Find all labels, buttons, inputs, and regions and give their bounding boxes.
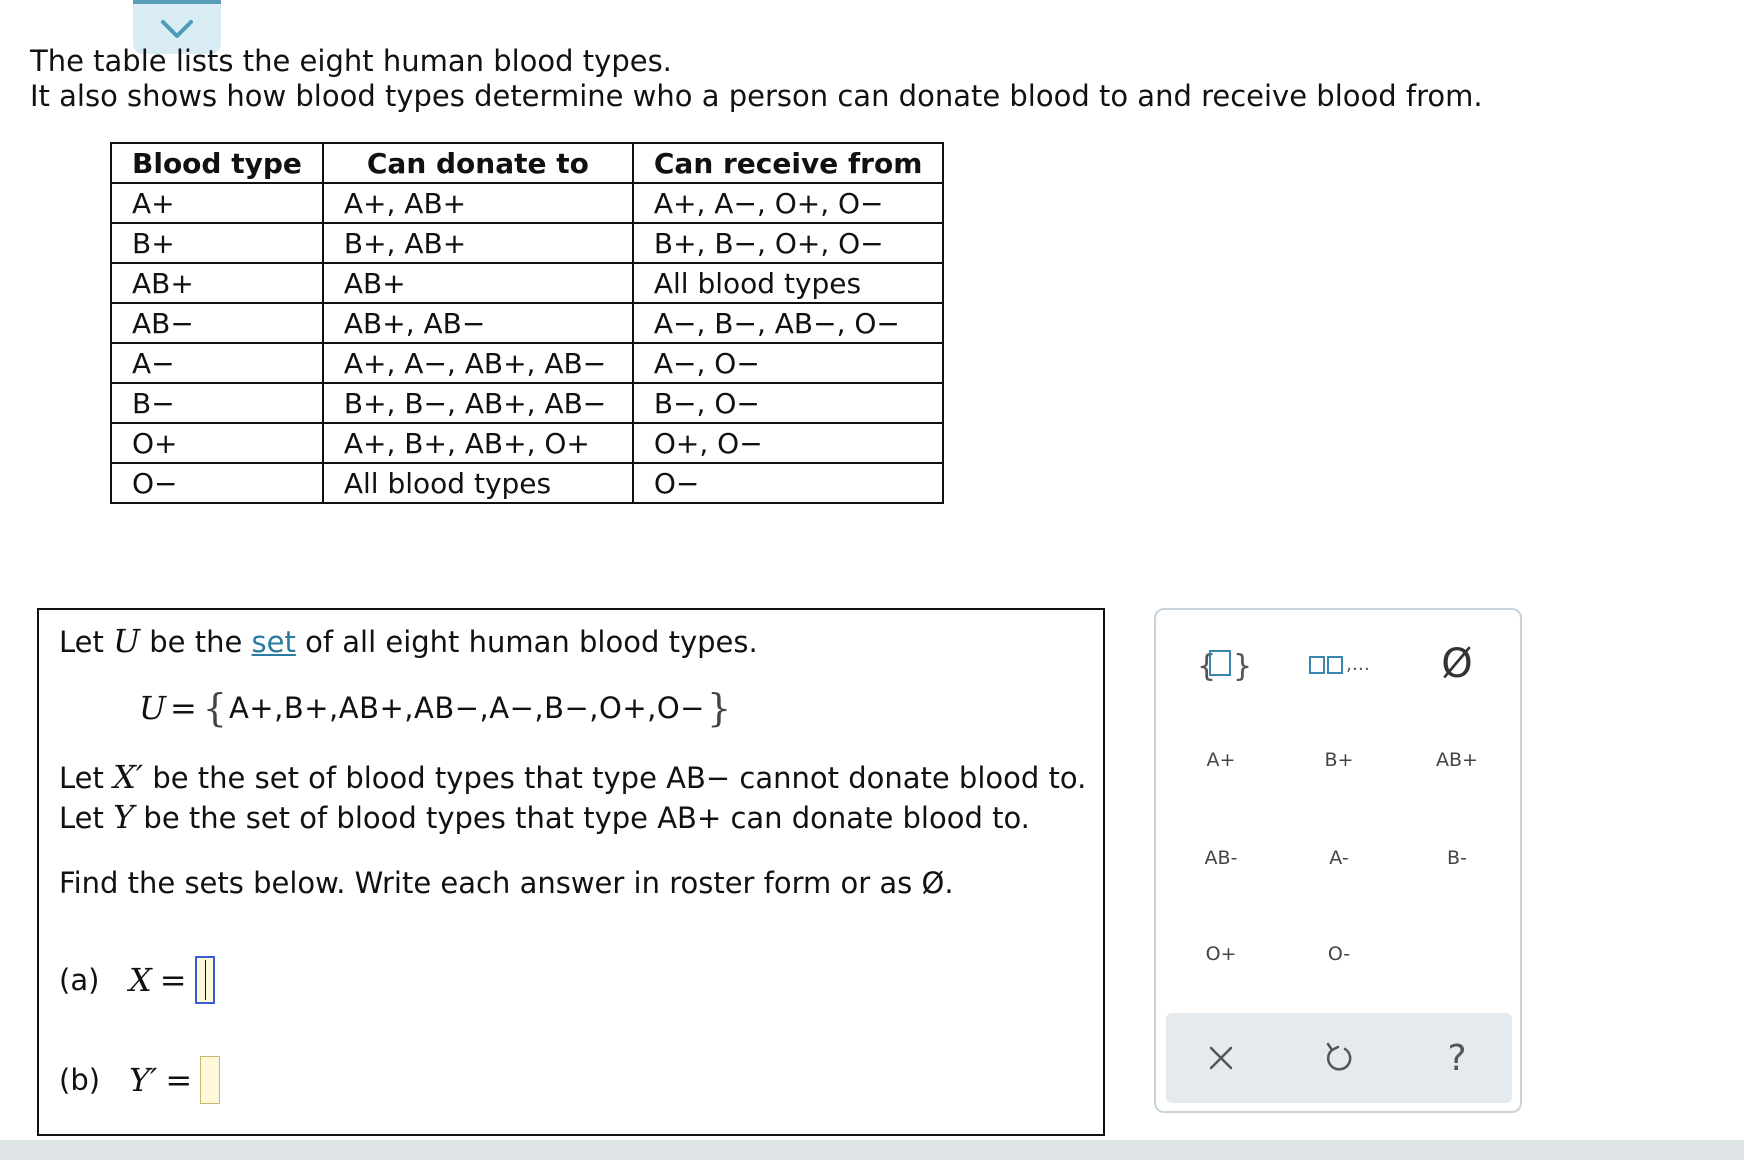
var-x-prime: X′	[113, 758, 144, 796]
header-blood-type: Blood type	[111, 143, 323, 183]
blood-type-table	[110, 142, 944, 504]
list-dots: ,…	[1346, 653, 1370, 675]
cell-blood-type: B+	[111, 223, 323, 263]
universe-elements: A+,B+,AB+,AB−,A−,B−,O+,O−	[228, 691, 705, 725]
close-icon	[1207, 1044, 1235, 1072]
cell-can-donate-to: A+, AB+	[323, 183, 633, 223]
cell-can-donate-to: All blood types	[323, 463, 633, 503]
cell-can-receive-from: B+, B−, O+, O−	[633, 223, 944, 263]
instruction-text: Find the sets below. Write each answer in roster form or as Ø.	[59, 866, 954, 900]
svg-text:}: }	[1233, 649, 1253, 684]
cell-blood-type: A−	[111, 343, 323, 383]
cell-can-donate-to: AB+	[323, 263, 633, 303]
cell-can-receive-from: A+, A−, O+, O−	[633, 183, 944, 223]
cell-can-receive-from: O−	[633, 463, 944, 503]
let-y-pre: Let	[59, 801, 114, 835]
universe-set	[139, 686, 733, 730]
key-a-plus[interactable]: A+	[1171, 730, 1271, 790]
table-row	[111, 303, 943, 343]
let-y-post: be the set of blood types that type AB+ can donate blood to.	[134, 801, 1030, 835]
let-x-pre: Let	[59, 761, 114, 795]
cell-blood-type: O−	[111, 463, 323, 503]
part-a-label: (a)	[59, 963, 100, 997]
header-can-donate-to: Can donate to	[323, 143, 633, 183]
answer-x-input[interactable]	[195, 956, 215, 1004]
cell-can-receive-from: B−, O−	[633, 383, 944, 423]
universe-var: U	[139, 689, 166, 727]
problem-box	[37, 608, 1105, 1136]
math-keypad	[1154, 608, 1522, 1113]
part-a-row	[59, 956, 215, 1004]
chevron-down-icon	[159, 18, 195, 40]
let-u-statement	[59, 622, 758, 660]
let-u-pre: Let	[59, 625, 114, 659]
cell-can-donate-to: A+, B+, AB+, O+	[323, 423, 633, 463]
help-button[interactable]: ?	[1407, 1028, 1507, 1088]
cell-blood-type: B−	[111, 383, 323, 423]
table-row	[111, 423, 943, 463]
table-row	[111, 383, 943, 423]
clear-button[interactable]	[1171, 1028, 1271, 1088]
table-row	[111, 463, 943, 503]
intro-line-1: The table lists the eight human blood types.	[30, 44, 672, 78]
set-braces-button[interactable]	[1171, 634, 1271, 694]
open-brace: {	[202, 686, 227, 730]
table-row	[111, 183, 943, 223]
cell-can-receive-from: All blood types	[633, 263, 944, 303]
key-o-minus[interactable]: O-	[1289, 924, 1389, 984]
table-row	[111, 343, 943, 383]
intro-text	[30, 44, 1483, 114]
cell-blood-type: O+	[111, 423, 323, 463]
key-ab-minus[interactable]: AB-	[1171, 828, 1271, 888]
part-b-label: (b)	[59, 1063, 101, 1097]
footer-bar	[0, 1140, 1744, 1160]
header-can-receive-from: Can receive from	[633, 143, 944, 183]
let-u-post: of all eight human blood types.	[295, 625, 758, 659]
cell-can-donate-to: A+, A−, AB+, AB−	[323, 343, 633, 383]
cell-blood-type: A+	[111, 183, 323, 223]
cell-can-donate-to: B+, B−, AB+, AB−	[323, 383, 633, 423]
key-o-plus[interactable]: O+	[1171, 924, 1271, 984]
cell-can-receive-from: O+, O−	[633, 423, 944, 463]
let-y-statement	[59, 798, 1030, 836]
undo-icon	[1323, 1041, 1355, 1075]
cell-can-donate-to: B+, AB+	[323, 223, 633, 263]
part-b-var: Y′	[129, 1061, 158, 1099]
cell-blood-type: AB−	[111, 303, 323, 343]
set-definition-link[interactable]: set	[251, 625, 296, 659]
key-a-minus[interactable]: A-	[1289, 828, 1389, 888]
cell-can-receive-from: A−, B−, AB−, O−	[633, 303, 944, 343]
svg-text:{: {	[1197, 649, 1217, 684]
part-a-var: X	[129, 961, 152, 999]
let-u-mid: be the	[140, 625, 252, 659]
key-b-plus[interactable]: B+	[1289, 730, 1389, 790]
let-x-statement	[59, 758, 1086, 796]
answer-y-prime-input[interactable]	[200, 1056, 220, 1104]
key-ab-plus[interactable]: AB+	[1407, 730, 1507, 790]
cell-blood-type: AB+	[111, 263, 323, 303]
intro-line-2: It also shows how blood types determine who a person can donate blood to and receive blood from.	[30, 79, 1483, 113]
table-row	[111, 263, 943, 303]
table-row	[111, 223, 943, 263]
element-list-button[interactable]	[1289, 634, 1389, 694]
empty-set-button[interactable]: Ø	[1407, 634, 1507, 694]
universe-eq: =	[169, 689, 197, 727]
undo-button[interactable]	[1289, 1028, 1389, 1088]
key-b-minus[interactable]: B-	[1407, 828, 1507, 888]
part-b-row	[59, 1056, 220, 1104]
cell-can-receive-from: A−, O−	[633, 343, 944, 383]
part-a-equals: =	[159, 961, 187, 999]
cell-can-donate-to: AB+, AB−	[323, 303, 633, 343]
close-brace: }	[706, 686, 732, 730]
let-x-post: be the set of blood types that type AB− cannot donate blood to.	[143, 761, 1087, 795]
set-braces-icon	[1195, 642, 1253, 686]
var-y: Y	[113, 798, 135, 836]
table-header-row	[111, 143, 943, 183]
part-b-equals: =	[165, 1061, 193, 1099]
var-u: U	[113, 622, 141, 660]
